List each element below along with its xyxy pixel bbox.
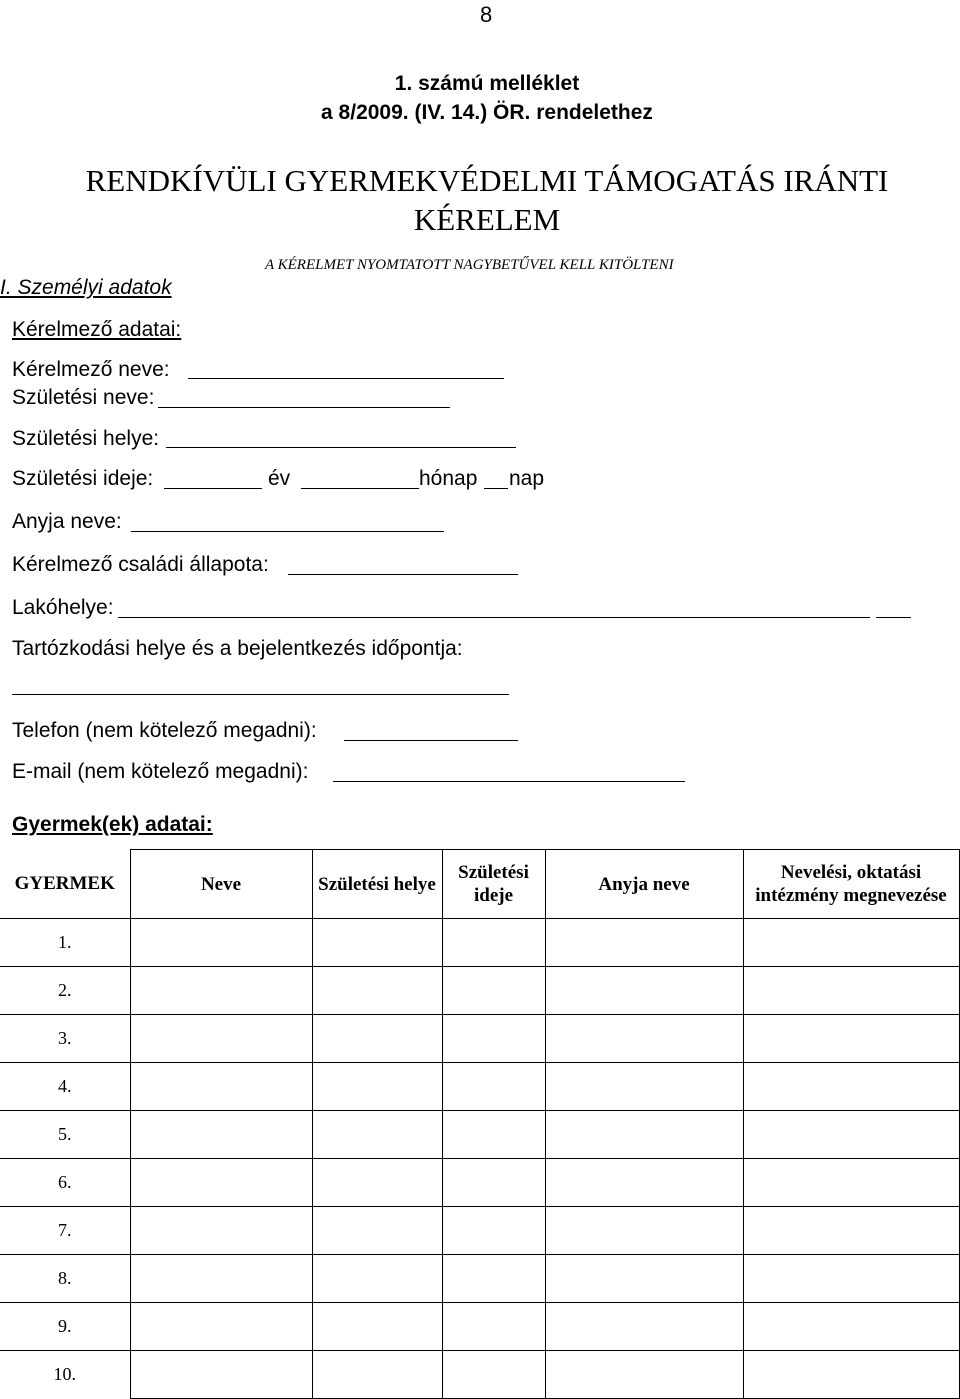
- table-cell[interactable]: [442, 1351, 545, 1399]
- table-cell[interactable]: [545, 1351, 743, 1399]
- table-cell[interactable]: [545, 919, 743, 967]
- residence-label: Lakóhelye:: [12, 596, 114, 619]
- email-field[interactable]: [333, 781, 685, 782]
- applicant-name-field[interactable]: [188, 378, 504, 379]
- table-cell[interactable]: [545, 1111, 743, 1159]
- children-heading: Gyermek(ek) adatai:: [12, 813, 213, 836]
- table-cell[interactable]: [442, 1207, 545, 1255]
- applicant-name-label: Kérelmező neve:: [12, 358, 170, 381]
- table-cell[interactable]: [442, 1063, 545, 1111]
- table-cell[interactable]: [743, 1063, 959, 1111]
- table-cell[interactable]: [312, 1255, 442, 1303]
- table-row: [0, 1255, 959, 1303]
- birth-place-label: Születési helye:: [12, 427, 160, 450]
- table-cell[interactable]: [743, 1351, 959, 1399]
- table-cell[interactable]: [312, 1111, 442, 1159]
- stay-address-label: Tartózkodási helye és a bejelentkezés időpontja:: [12, 637, 463, 660]
- table-cell[interactable]: [545, 1207, 743, 1255]
- table-cell[interactable]: [442, 1159, 545, 1207]
- table-cell[interactable]: [130, 967, 312, 1015]
- table-cell[interactable]: [442, 967, 545, 1015]
- birth-month-unit: hónap: [419, 467, 478, 490]
- col-header-birth-date: Születési ideje: [442, 850, 545, 919]
- table-cell[interactable]: [312, 1303, 442, 1351]
- table-cell[interactable]: [743, 967, 959, 1015]
- table-cell[interactable]: [545, 1159, 743, 1207]
- row-number: 9.: [0, 1303, 130, 1351]
- table-cell[interactable]: [545, 1303, 743, 1351]
- birth-year-field[interactable]: [164, 488, 262, 489]
- page-number: 8: [480, 2, 493, 27]
- residence-field[interactable]: [118, 617, 870, 618]
- row-number: 6.: [0, 1159, 130, 1207]
- row-number: 8.: [0, 1255, 130, 1303]
- table-cell[interactable]: [130, 1303, 312, 1351]
- table-cell[interactable]: [312, 919, 442, 967]
- phone-field[interactable]: [344, 740, 518, 741]
- row-number: 4.: [0, 1063, 130, 1111]
- table-cell[interactable]: [312, 1063, 442, 1111]
- birth-year-unit: év: [268, 467, 291, 490]
- marital-status-label: Kérelmező családi állapota:: [12, 553, 269, 576]
- table-cell[interactable]: [130, 919, 312, 967]
- table-cell[interactable]: [130, 1063, 312, 1111]
- row-number: 10.: [0, 1351, 130, 1399]
- col-header-child: GYERMEK: [0, 850, 130, 919]
- mother-name-label: Anyja neve:: [12, 510, 122, 533]
- table-cell[interactable]: [743, 1255, 959, 1303]
- table-cell[interactable]: [442, 1303, 545, 1351]
- birth-name-field[interactable]: [158, 407, 450, 408]
- marital-status-field[interactable]: [288, 574, 518, 575]
- table-cell[interactable]: [130, 1255, 312, 1303]
- birth-month-field[interactable]: [301, 488, 419, 489]
- table-cell[interactable]: [130, 1111, 312, 1159]
- table-row: [0, 1351, 959, 1399]
- row-number: 7.: [0, 1207, 130, 1255]
- applicant-heading: Kérelmező adatai:: [12, 318, 182, 341]
- birth-day-field[interactable]: [484, 488, 508, 489]
- table-cell[interactable]: [312, 1159, 442, 1207]
- table-cell[interactable]: [743, 1111, 959, 1159]
- table-cell[interactable]: [130, 1015, 312, 1063]
- birth-name-label: Születési neve:: [12, 386, 155, 409]
- col-header-mother-name: Anyja neve: [545, 850, 743, 919]
- table-cell[interactable]: [545, 1255, 743, 1303]
- birth-day-unit: nap: [509, 467, 545, 490]
- row-number: 3.: [0, 1015, 130, 1063]
- row-number: 5.: [0, 1111, 130, 1159]
- table-cell[interactable]: [743, 1303, 959, 1351]
- col-header-birth-place: Születési helye: [312, 850, 442, 919]
- phone-label: Telefon (nem kötelező megadni):: [12, 719, 317, 742]
- table-cell[interactable]: [743, 1207, 959, 1255]
- table-cell[interactable]: [743, 1015, 959, 1063]
- table-cell[interactable]: [312, 1015, 442, 1063]
- table-cell[interactable]: [312, 967, 442, 1015]
- children-table: [0, 849, 960, 1399]
- email-label: E-mail (nem kötelező megadni):: [12, 760, 309, 783]
- birth-date-label: Születési ideje:: [12, 467, 154, 490]
- fill-instruction: A KÉRELMET NYOMTATOTT NAGYBETŰVEL KELL KITÖLTENI: [265, 257, 674, 273]
- row-number: 2.: [0, 967, 130, 1015]
- table-row: [0, 1207, 959, 1255]
- table-cell[interactable]: [312, 1207, 442, 1255]
- table-row: [0, 919, 959, 967]
- annex-line-2: a 8/2009. (IV. 14.) ÖR. rendelethez: [321, 101, 653, 124]
- table-cell[interactable]: [545, 967, 743, 1015]
- table-cell[interactable]: [442, 1111, 545, 1159]
- birth-place-field[interactable]: [166, 447, 516, 448]
- table-row: [0, 1063, 959, 1111]
- table-row: [0, 1159, 959, 1207]
- table-row: [0, 967, 959, 1015]
- table-cell[interactable]: [442, 1255, 545, 1303]
- residence-field-end[interactable]: [876, 617, 911, 618]
- form-title-line-2: KÉRELEM: [413, 202, 561, 237]
- table-cell[interactable]: [130, 1207, 312, 1255]
- col-header-name: Neve: [130, 850, 312, 919]
- table-cell[interactable]: [442, 919, 545, 967]
- col-header-institution: Nevelési, oktatási intézmény megnevezése: [743, 850, 959, 919]
- children-table-header-row: [0, 850, 959, 919]
- table-cell[interactable]: [442, 1015, 545, 1063]
- table-row: [0, 1303, 959, 1351]
- table-cell[interactable]: [130, 1159, 312, 1207]
- table-cell[interactable]: [545, 1015, 743, 1063]
- stay-address-field[interactable]: [12, 694, 509, 695]
- row-number: 1.: [0, 919, 130, 967]
- form-title-line-1: RENDKÍVÜLI GYERMEKVÉDELMI TÁMOGATÁS IRÁNTI: [85, 163, 889, 198]
- mother-name-field[interactable]: [131, 531, 444, 532]
- table-cell[interactable]: [743, 1159, 959, 1207]
- table-cell[interactable]: [312, 1351, 442, 1399]
- annex-line-1: 1. számú melléklet: [394, 72, 580, 95]
- table-row: [0, 1015, 959, 1063]
- table-cell[interactable]: [130, 1351, 312, 1399]
- table-cell[interactable]: [545, 1063, 743, 1111]
- section-personal-data: I. Személyi adatok: [0, 276, 172, 299]
- table-row: [0, 1111, 959, 1159]
- table-cell[interactable]: [743, 919, 959, 967]
